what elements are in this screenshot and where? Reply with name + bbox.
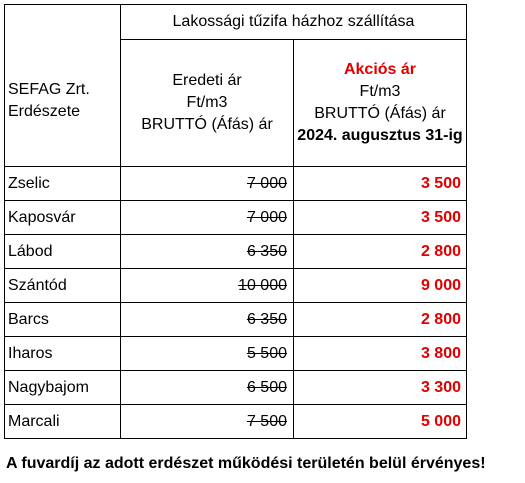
original-price-cell bbox=[121, 405, 294, 439]
sale-price-header bbox=[294, 40, 467, 167]
table-title: Lakossági tűzifa házhoz szállítása bbox=[121, 5, 467, 40]
sale-price-cell: 5 000 bbox=[294, 405, 467, 439]
forest-name-cell: Marcali bbox=[5, 405, 121, 439]
sale-price-deadline: 2024. augusztus 31-ig bbox=[297, 127, 463, 144]
original-price-value: 6 500 bbox=[246, 378, 287, 396]
table-row bbox=[5, 371, 467, 405]
table-row bbox=[5, 337, 467, 371]
original-price-value: 7 500 bbox=[246, 412, 287, 430]
table-row bbox=[5, 167, 467, 201]
footer-note: A fuvardíj az adott erdészet működési területén belül érvényes! bbox=[6, 455, 486, 472]
original-price-type: BRUTTÓ (Áfás) ár bbox=[141, 116, 273, 133]
original-price-cell bbox=[121, 371, 294, 405]
original-price-value: 6 350 bbox=[246, 242, 287, 260]
forest-name-cell: Zselic bbox=[5, 167, 121, 201]
sale-price-label: Akciós ár bbox=[343, 61, 417, 78]
table-row bbox=[5, 303, 467, 337]
table-row bbox=[5, 405, 467, 439]
table-row bbox=[5, 269, 467, 303]
original-price-value: 7 000 bbox=[246, 208, 287, 226]
forest-name-cell: Szántód bbox=[5, 269, 121, 303]
original-price-value: 10 000 bbox=[238, 276, 287, 294]
sale-price-cell: 3 800 bbox=[294, 337, 467, 371]
sale-price-type: BRUTTÓ (Áfás) ár bbox=[314, 105, 446, 122]
title-row bbox=[5, 5, 467, 40]
original-price-header bbox=[121, 40, 294, 167]
original-price-value: 5 500 bbox=[246, 344, 287, 362]
price-table bbox=[4, 4, 467, 439]
table-row bbox=[5, 235, 467, 269]
sale-price-cell: 3 500 bbox=[294, 201, 467, 235]
sale-price-cell: 2 800 bbox=[294, 303, 467, 337]
table-body bbox=[5, 167, 467, 439]
forest-name-cell: Nagybajom bbox=[5, 371, 121, 405]
original-price-value: 6 350 bbox=[246, 310, 287, 328]
table-row bbox=[5, 201, 467, 235]
sale-price-cell: 3 500 bbox=[294, 167, 467, 201]
original-price-cell bbox=[121, 269, 294, 303]
original-price-value: 7 000 bbox=[246, 174, 287, 192]
original-price-cell bbox=[121, 201, 294, 235]
forest-header-line: SEFAG Zrt. bbox=[8, 80, 90, 98]
forest-header-line: Erdészete bbox=[8, 102, 81, 120]
original-price-cell bbox=[121, 303, 294, 337]
sale-price-cell: 9 000 bbox=[294, 269, 467, 303]
forest-name-cell: Iharos bbox=[5, 337, 121, 371]
original-price-cell bbox=[121, 235, 294, 269]
sale-price-cell: 2 800 bbox=[294, 235, 467, 269]
empty-corner-cell bbox=[5, 5, 121, 167]
forest-name-cell: Barcs bbox=[5, 303, 121, 337]
forest-name-cell: Lábod bbox=[5, 235, 121, 269]
original-price-label: Eredeti ár bbox=[172, 72, 242, 89]
original-price-cell bbox=[121, 337, 294, 371]
original-price-cell bbox=[121, 167, 294, 201]
sale-price-cell: 3 300 bbox=[294, 371, 467, 405]
original-price-unit: Ft/m3 bbox=[186, 94, 228, 111]
sale-price-unit: Ft/m3 bbox=[359, 83, 401, 100]
forest-name-cell: Kaposvár bbox=[5, 201, 121, 235]
